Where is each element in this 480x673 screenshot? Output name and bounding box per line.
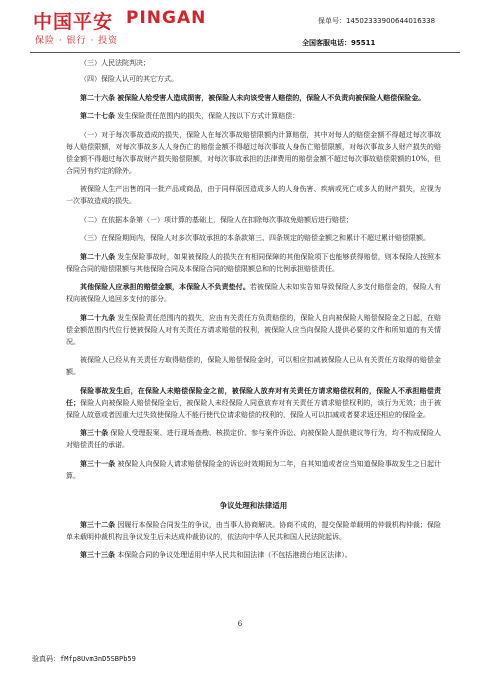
- article-28: [66, 251, 441, 275]
- header-divider: [30, 52, 460, 53]
- article-29-paragraph: [66, 385, 441, 421]
- article-27-item-3: （三）在保险期间内，保险人对多次事故承担的本条款第三、四条规定的赔偿金额之和累计不超过累计赔偿限额。: [80, 234, 430, 242]
- article-label: 第三十二条: [80, 519, 116, 529]
- article-text: 被保险人给受害人造成损害，被保险人未向该受害人赔偿的，保险人不负责向被保险人赔偿保险金。: [117, 92, 426, 102]
- article-27-note: 被保险人生产出售的同一批产品或商品，由于同样原因造成多人的人身伤害、疾病或死亡或多人的财产损失，应视为一次事故造成的损失。: [66, 185, 441, 205]
- article-label: 第三十条: [80, 428, 109, 437]
- article-27-item-2: （二）在依据本条第（一）项计算的基础上，保险人在扣除每次事故免赔额后进行赔偿；: [80, 215, 353, 224]
- brand-logo-cn: 中国平安: [33, 11, 114, 33]
- article-label: 第二十九条: [80, 312, 116, 322]
- article-text: 被保险人向保险人请求赔偿保险金的诉讼时效期间为二年，自其知道或者应当知道保险事故发生之日起计算。: [66, 459, 442, 480]
- article-label: 第三十一条: [80, 458, 116, 468]
- article-text: 因履行本保险合同发生的争议，由当事人协商解决。协商不成的，提交保险单载明的仲裁机构仲裁；保险单未载明仲裁机构且争议发生后未达成仲裁协议的，依法向中华人民共和国人民法院起诉。: [66, 520, 442, 541]
- brand-tagline: 保险 · 银行 · 投资: [35, 36, 119, 46]
- article-label: 第二十六条: [80, 92, 115, 102]
- list-item: （四）保险人认可的其它方式。: [80, 75, 178, 83]
- article-27-item-1: （一）对于每次事故造成的损失，保险人在每次事故赔偿限额内计算赔偿，其中对每人的赔偿金额不得超过每次事故每人赔偿限额，对每次事故多人人身伤亡的赔偿金额不得超过每次事故人身伤亡赔偿限额，对每次事故多人财产损失的赔偿金额不得超过每次事故财产损失赔偿限额，对每次事故承担的法律费用的赔偿金额不超过每次事故赔偿限额的10%，但合同另有约定的除外。: [66, 130, 441, 175]
- article-text: 发生保险责任范围内的损失，应由有关责任方负责赔偿的，保险人自向被保险人赔偿保险金之日起，在赔偿金额范围内代位行使被保险人对有关责任方请求赔偿的权利，被保险人应当向保险人提供必要的文件和所知道的有关情况。: [66, 313, 442, 346]
- article-29: [66, 312, 441, 348]
- article-text: 本保险合同的争议处理适用中华人民共和国法律（不包括港澳台地区法律）。: [117, 551, 352, 559]
- article-30: [66, 427, 441, 451]
- article-26: [66, 92, 441, 104]
- article-label: 第二十八条: [80, 251, 116, 261]
- article-31: [66, 458, 441, 482]
- article-text: 发生保险事故时，如果被保险人的损失在有相同保障的其他保险项下也能够获得赔偿，则本保险人按照本保险合同的赔偿限额与其他保险合同及本保险合同的赔偿限额总和的比例承担赔偿责任。: [66, 252, 442, 273]
- article-label: 第三十三条: [80, 550, 115, 559]
- article-28-paragraph: [66, 281, 441, 305]
- list-item: （三）人民法院判决；: [80, 59, 150, 67]
- article-33: [66, 549, 441, 561]
- clause-body: [66, 57, 441, 568]
- article-text: 发生保险责任范围内的损失，保险人按以下方式计算赔偿：: [117, 112, 300, 120]
- emphasis-text: 其他保险人应承担的赔偿金额，本保险人不负责垫付。: [80, 282, 250, 291]
- policy-number: 保单号：14502333900644016338: [318, 17, 436, 25]
- page-number: 6: [237, 620, 243, 628]
- verification-code: 验真码：fMfp8Uvm3nD5SBPb59: [32, 655, 136, 663]
- brand-logo-en: PINGAN: [126, 8, 207, 28]
- page-header: [0, 0, 480, 52]
- paragraph-text: 若被保险人未如实告知导致保险人多支付赔偿金的，保险人有权向被保险人追回多支付的部分。: [66, 283, 442, 303]
- service-hotline: 全国客服电话：95511: [302, 39, 376, 47]
- article-text: 保险人受理报案、进行现场查勘、核损定价、参与案件诉讼、向被保险人提供建议等行为，均不构成保险人对赔偿责任的承诺。: [66, 429, 441, 449]
- article-32: [66, 519, 441, 543]
- emphasis-text: 保险事故发生后，在保险人未赔偿保险金之前，被保险人放弃对有关责任方请求赔偿权利的，保险人不承担赔偿责任；: [66, 385, 441, 407]
- article-label: 第二十七条: [80, 111, 115, 120]
- section-title: 争议处理和法律适用: [219, 500, 288, 510]
- article-27: [66, 110, 441, 122]
- paragraph-text: 保险人向被保险人赔偿保险金后，被保险人未经保险人同意放弃对有关责任方请求赔偿权利的，该行为无效；由于被保险人故意或者因重大过失致使保险人不能行使代位请求赔偿的权利的，保险人可以扣减或者要求返还相应的保险金。: [66, 398, 441, 419]
- article-29-paragraph: 被保险人已经从有关责任方取得赔偿的，保险人赔偿保险金时，可以相应扣减被保险人已从有关责任方取得的赔偿金额。: [66, 356, 441, 376]
